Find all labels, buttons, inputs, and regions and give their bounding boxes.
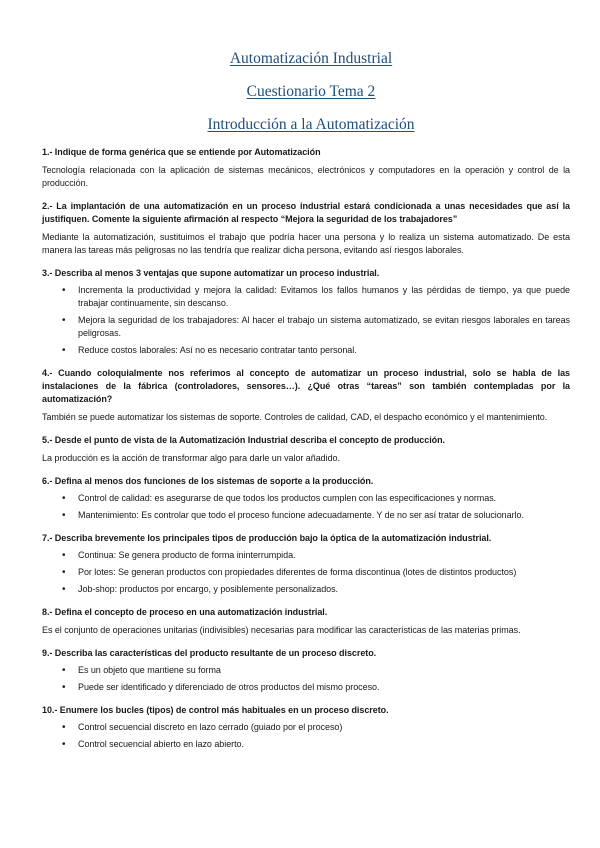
question-4: 4.- Cuando coloquialmente nos referimos al concepto de automatizar un proceso industrial, solo se habla de las instalaciones de la fábrica (controladores, sensores…). ¿Qué otras “tareas” son también contempladas por la automatización? [42,368,570,404]
topic-title: Introducción a la Automatización [207,116,415,133]
list-item: • Continua: Se genera producto de forma ininterrumpida. [42,549,570,562]
list-item: • Control secuencial discreto en lazo cerrado (guiado por el proceso) [42,721,570,734]
question-9: 9.- Describa las características del producto resultante de un proceso discreto. [42,648,377,658]
question-8: 8.- Defina el concepto de proceso en una automatización industrial. [42,607,328,617]
question-2: 2.- La implantación de una automatización en un proceso industrial estará condicionada a unas necesidades que así la justifiquen. Comente la siguiente afirmación al respecto “Mejora la seguridad de los trabajadores” [42,201,570,224]
list-item: • Job-shop: productos por encargo, y posiblemente personalizados. [42,583,570,596]
answer-8: Es el conjunto de operaciones unitarias (indivisibles) necesarias para modificar las características de las materias primas. [42,625,521,635]
question-7: 7.- Describa brevemente los principales tipos de producción bajo la óptica de la automatización industrial. [42,533,492,543]
answer-6-list [42,492,570,522]
list-item: • Es un objeto que mantiene su forma [42,664,570,677]
list-item: • Incrementa la productividad y mejora la calidad: Evitamos los fallos humanos y las pérdidas de tiempo, ya que puede trabajar continuamente, sin descanso. [42,284,570,310]
list-item: • Mantenimiento: Es controlar que todo el proceso funcione adecuadamente. Y de no ser así tratar de solucionarlo. [42,509,570,522]
question-6: 6.- Defina al menos dos funciones de los sistemas de soporte a la producción. [42,476,374,486]
answer-7-list [42,549,570,596]
question-3: 3.- Describa al menos 3 ventajas que supone automatizar un proceso industrial. [42,268,380,278]
list-item: • Control secuencial abierto en lazo abierto. [42,738,570,751]
questionnaire [42,146,570,751]
answer-9-list [42,664,570,694]
answer-4: También se puede automatizar los sistemas de soporte. Controles de calidad, CAD, el despacho económico y el mantenimiento. [42,412,548,422]
question-10: 10.- Enumere los bucles (tipos) de control más habituales en un proceso discreto. [42,705,389,715]
title-block [52,0,570,134]
list-item: • Por lotes: Se generan productos con propiedades diferentes de forma discontinua (lotes de distintos productos) [42,566,570,579]
quiz-title: Cuestionario Tema 2 [246,83,376,100]
course-title: Automatización Industrial [229,50,393,67]
question-5: 5.- Desde el punto de vista de la Automatización Industrial describa el concepto de producción. [42,435,445,445]
list-item: • Mejora la seguridad de los trabajadores: Al hacer el trabajo un sistema automatizado, se evitan riesgos laborales en tareas peligrosas. [42,314,570,340]
list-item: • Puede ser identificado y diferenciado de otros productos del mismo proceso. [42,681,570,694]
answer-2: Mediante la automatización, sustituimos el trabajo que podría hacer una persona y lo realiza un sistema automatizado. De esta manera las tareas más peligrosas no las tendría que realizar dicha persona, evitando así riesgos laborales. [42,232,570,255]
list-item: • Reduce costos laborales: Así no es necesario contratar tanto personal. [42,344,570,357]
answer-3-list [42,284,570,357]
list-item: • Control de calidad: es asegurarse de que todos los productos cumplen con las especificaciones y normas. [42,492,570,505]
answer-10-list [42,721,570,751]
answer-5: La producción es la acción de transformar algo para darle un valor añadido. [42,453,340,463]
answer-1: Tecnología relacionada con la aplicación de sistemas mecánicos, electrónicos y computadores en la operación y control de la producción. [42,165,570,188]
question-1: 1.- Indique de forma genérica que se entiende por Automatización [42,147,321,157]
